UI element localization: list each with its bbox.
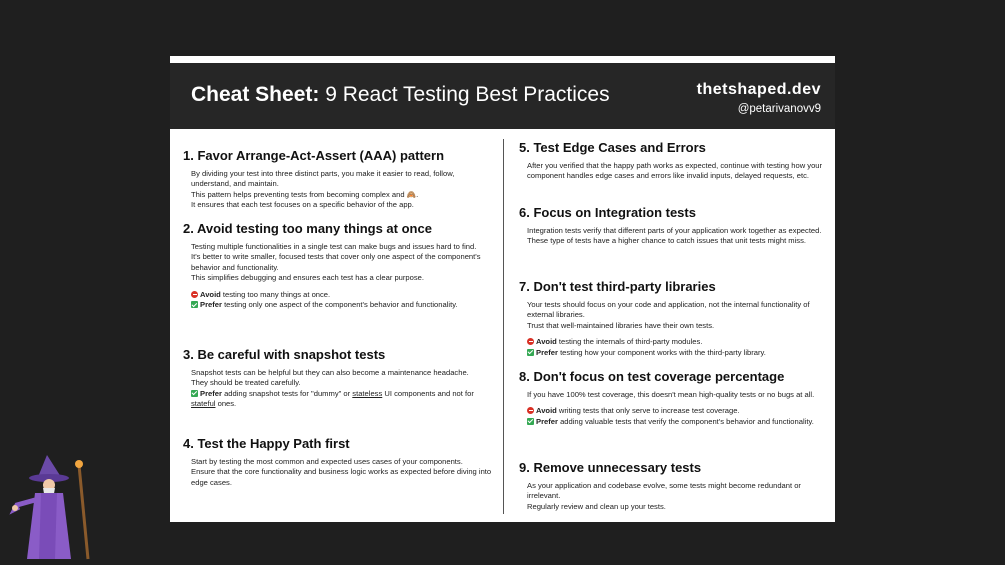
section-heading: 6. Focus on Integration tests bbox=[519, 205, 696, 220]
prefer-underlined: stateful bbox=[191, 399, 216, 409]
section-heading: 8. Don't focus on test coverage percentage bbox=[519, 369, 785, 384]
text-line: This pattern helps preventing tests from becoming complex and 🙈. bbox=[191, 189, 419, 199]
prefer-tip bbox=[191, 300, 493, 310]
text-line: It ensures that each test focuses on a specific behavior of the app. bbox=[191, 200, 414, 210]
section-9 bbox=[519, 460, 824, 512]
check-mark-icon bbox=[191, 301, 198, 308]
section-7 bbox=[519, 279, 824, 358]
prefer-text: adding valuable tests that verify the component's behavior and functionality. bbox=[557, 416, 814, 426]
prefer-tip bbox=[527, 348, 824, 358]
section-text bbox=[527, 300, 824, 331]
section-heading: 4. Test the Happy Path first bbox=[183, 436, 350, 451]
section-6 bbox=[519, 205, 824, 247]
prefer-text: UI components and not for bbox=[382, 388, 474, 398]
section-heading: 7. Don't test third-party libraries bbox=[519, 279, 716, 294]
section-1 bbox=[183, 148, 493, 211]
section-heading: 1. Favor Arrange-Act-Assert (AAA) pattern bbox=[183, 148, 445, 163]
text-line: Testing multiple functionalities in a single test can make bugs and issues hard to find. bbox=[191, 242, 477, 251]
text-line: Integration tests verify that different parts of your application work together as expected. bbox=[527, 226, 822, 235]
avoid-label: Avoid bbox=[536, 337, 557, 347]
section-heading: 3. Be careful with snapshot tests bbox=[183, 347, 386, 362]
section-text bbox=[191, 368, 493, 410]
prefer-label: Prefer bbox=[200, 388, 222, 398]
text-line: By dividing your test into three distinct parts, you make it easier to read, follow, understand, and maintain. bbox=[191, 169, 455, 189]
avoid-tip bbox=[527, 406, 824, 416]
prefer-text: testing how your component works with the third-party library. bbox=[557, 347, 766, 357]
section-text bbox=[527, 390, 824, 400]
section-2 bbox=[183, 221, 493, 310]
brand-site: thetshaped.dev bbox=[696, 81, 821, 98]
card-header bbox=[170, 63, 835, 129]
tips bbox=[527, 337, 824, 358]
section-heading: 2. Avoid testing too many things at once bbox=[183, 221, 432, 236]
prefer-label: Prefer bbox=[536, 416, 558, 426]
section-text bbox=[527, 226, 824, 247]
text-line: They should be treated carefully. bbox=[191, 378, 301, 388]
prefer-label: Prefer bbox=[536, 347, 558, 357]
avoid-label: Avoid bbox=[200, 289, 221, 299]
prefer-tip bbox=[527, 417, 824, 427]
text-line: It's better to write smaller, focused tests that cover only one aspect of the component's behavior and functionality. bbox=[191, 252, 481, 272]
tips bbox=[527, 406, 824, 427]
text-line: After you verified that the happy path works as expected, continue with testing how your component handles edge cases and errors like invalid inputs, delayed requests, etc. bbox=[527, 161, 823, 181]
check-mark-icon bbox=[527, 418, 534, 425]
text-line: Your tests should focus on your code and application, not the internal functionality of external libraries. bbox=[527, 300, 810, 320]
avoid-label: Avoid bbox=[536, 406, 557, 416]
no-entry-icon bbox=[191, 291, 198, 298]
prefer-text: testing only one aspect of the component's behavior and functionality. bbox=[221, 300, 458, 310]
section-8 bbox=[519, 369, 824, 427]
prefer-text: ones. bbox=[215, 399, 237, 409]
avoid-tip bbox=[191, 290, 493, 300]
text-line: Regularly review and clean up your tests. bbox=[527, 501, 666, 511]
check-mark-icon bbox=[527, 349, 534, 356]
text-line: As your application and codebase evolve, some tests might become redundant or irrelevant. bbox=[527, 481, 801, 501]
section-3 bbox=[183, 347, 493, 410]
section-5 bbox=[519, 140, 824, 182]
page-title bbox=[191, 83, 610, 107]
brand-block bbox=[697, 81, 821, 115]
section-text bbox=[527, 481, 824, 512]
avoid-text: testing the internals of third-party modules. bbox=[556, 337, 703, 347]
avoid-tip bbox=[527, 337, 824, 347]
title-bold: Cheat Sheet: bbox=[191, 83, 320, 106]
text-line: Trust that well-maintained libraries have their own tests. bbox=[527, 320, 715, 330]
column-divider bbox=[503, 139, 504, 514]
section-text bbox=[527, 161, 824, 182]
section-heading: 9. Remove unnecessary tests bbox=[519, 460, 702, 475]
brand-handle: @petarivanovv9 bbox=[737, 103, 821, 115]
text-line: Snapshot tests can be helpful but they can also become a maintenance headache. bbox=[191, 368, 469, 377]
text-line: This simplifies debugging and ensures each test has a clear purpose. bbox=[191, 273, 425, 283]
section-text bbox=[191, 169, 493, 211]
check-mark-icon bbox=[191, 390, 198, 397]
text-line: Start by testing the most common and expected uses cases of your components. bbox=[191, 457, 463, 466]
section-heading: 5. Test Edge Cases and Errors bbox=[519, 140, 706, 155]
section-text bbox=[191, 457, 493, 488]
prefer-tip bbox=[191, 389, 493, 410]
no-entry-icon bbox=[527, 407, 534, 414]
text-line: If you have 100% test coverage, this doesn't mean high-quality tests or no bugs at all. bbox=[527, 390, 815, 399]
section-text bbox=[191, 242, 493, 284]
text-line: These type of tests have a higher chance to catch issues that unit tests might miss. bbox=[527, 236, 806, 246]
prefer-underlined: stateless bbox=[352, 388, 383, 398]
cheat-sheet-card bbox=[170, 56, 835, 522]
section-4 bbox=[183, 436, 493, 488]
avoid-text: testing too many things at once. bbox=[220, 289, 331, 299]
avoid-text: writing tests that only serve to increase test coverage. bbox=[556, 406, 740, 416]
no-entry-icon bbox=[527, 338, 534, 345]
title-rest: 9 React Testing Best Practices bbox=[319, 83, 610, 106]
wizard-illustration bbox=[5, 455, 100, 563]
tips bbox=[191, 290, 493, 311]
text-line: Ensure that the core functionality and business logic works as expected before diving into edge cases. bbox=[191, 467, 492, 487]
card-body bbox=[170, 129, 835, 522]
prefer-label: Prefer bbox=[200, 300, 222, 310]
prefer-text: adding snapshot tests for "dummy" or bbox=[221, 388, 353, 398]
card-top-border bbox=[170, 56, 835, 63]
